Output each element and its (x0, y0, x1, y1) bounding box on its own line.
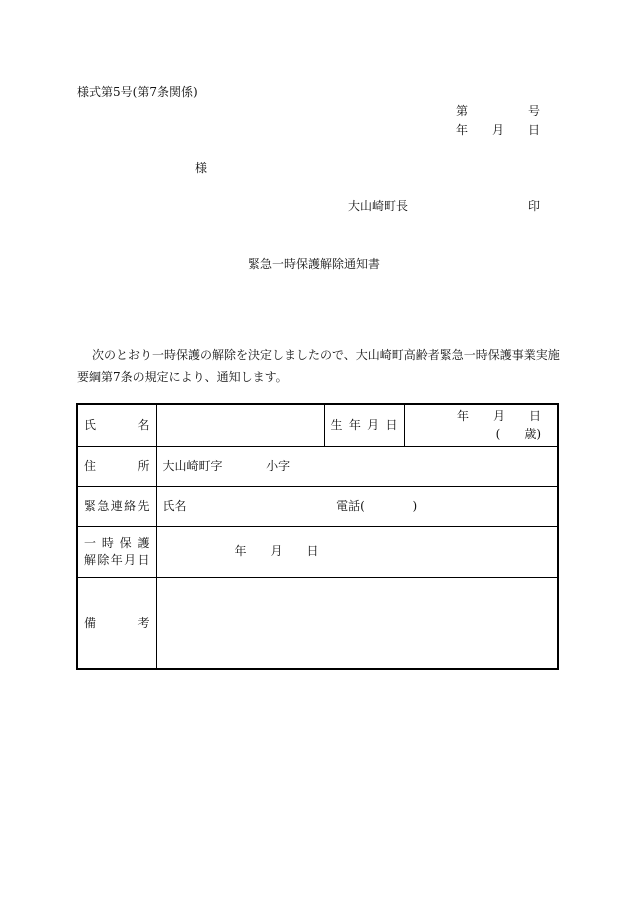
contact-field[interactable] (156, 486, 558, 526)
contact-row (77, 486, 558, 526)
remarks-field[interactable] (156, 577, 558, 669)
lift-label-char: 保 (119, 536, 132, 551)
birth-label-char: 月 (367, 418, 380, 433)
address-label-cell (77, 446, 156, 486)
contact-phone-close: ) (412, 498, 418, 513)
address-prefix: 大山崎町字 (162, 458, 223, 473)
issuer-name: 大山崎町長 (348, 199, 409, 213)
lift-label-char: 一 (84, 536, 97, 551)
age-open-paren: ( (495, 427, 501, 442)
contact-label-cell (77, 486, 156, 526)
birth-label-char: 生 (330, 418, 343, 433)
remarks-label-char: 備 (84, 615, 97, 630)
lift-date-row (77, 526, 558, 577)
lift-label-char: 年 (110, 552, 123, 567)
lift-date-field[interactable] (156, 526, 558, 577)
contact-label-char: 連 (110, 498, 123, 513)
lift-month-label: 月 (270, 544, 283, 559)
address-koaza: 小字 (266, 458, 291, 473)
remarks-label-char: 考 (137, 615, 150, 630)
address-row (77, 446, 558, 486)
number-prefix: 第 (456, 104, 469, 118)
birth-date-field[interactable] (404, 404, 558, 446)
birth-label-char: 日 (385, 418, 398, 433)
lift-label-char: 月 (124, 552, 137, 567)
name-label-char: 名 (137, 418, 150, 433)
lift-label-char: 解 (84, 552, 97, 567)
contact-label-char: 緊 (84, 498, 97, 513)
issue-day-label: 日 (528, 123, 541, 137)
contact-phone-label: 電話( (336, 498, 365, 513)
address-label-char: 所 (137, 458, 150, 473)
name-field[interactable] (156, 404, 324, 446)
lift-label-char: 日 (137, 552, 150, 567)
address-label-char: 住 (84, 458, 97, 473)
contact-name-label: 氏名 (162, 498, 187, 513)
address-field[interactable] (156, 446, 558, 486)
contact-label-char: 先 (137, 498, 150, 513)
body-text-line-2: 要綱第7条の規定により、通知します。 (77, 370, 288, 384)
issue-year-label: 年 (456, 123, 469, 137)
number-suffix: 号 (528, 104, 541, 118)
birth-day-label: 日 (528, 409, 541, 424)
contact-label-char: 急 (97, 498, 110, 513)
age-label: 歳) (524, 427, 541, 442)
name-label-cell (77, 404, 156, 446)
addressee-suffix: 様 (195, 161, 208, 175)
lift-label-char: 除 (97, 552, 110, 567)
seal-mark: 印 (528, 199, 541, 213)
contact-label-char: 絡 (124, 498, 137, 513)
birth-month-label: 月 (492, 409, 505, 424)
lift-label-char: 時 (101, 536, 114, 551)
remarks-label-cell (77, 577, 156, 669)
lift-label-char: 護 (137, 536, 150, 551)
lift-date-label-cell (77, 526, 156, 577)
lift-day-label: 日 (306, 544, 319, 559)
remarks-row (77, 577, 558, 669)
name-row (77, 404, 558, 446)
birth-year-label: 年 (456, 409, 469, 424)
birth-label-cell (324, 404, 404, 446)
form-number: 様式第5号(第7条関係) (77, 85, 198, 99)
lift-year-label: 年 (234, 544, 247, 559)
notice-form-table (76, 403, 559, 670)
birth-label-char: 年 (348, 418, 361, 433)
issue-month-label: 月 (492, 123, 505, 137)
document-title: 緊急一時保護解除通知書 (248, 257, 381, 271)
name-label-char: 氏 (84, 418, 97, 433)
body-text-line-1: 次のとおり一時保護の解除を決定しましたので、大山崎町高齢者緊急一時保護事業実施 (92, 348, 560, 362)
